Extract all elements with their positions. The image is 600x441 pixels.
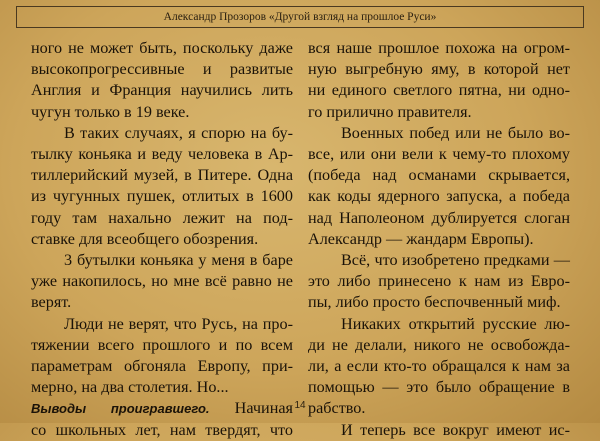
text-line: тяжении всего прошлого и по всем xyxy=(31,335,293,354)
text-line: Всё, что изобретено предками — xyxy=(341,251,570,270)
text-line: (победа над османами скрывается, xyxy=(308,166,570,185)
text-line: Люди не верят, что Русь, на про- xyxy=(64,314,293,333)
text-line: ную выгребную яму, в которой нет xyxy=(308,60,570,79)
text-line: из чугунных пушек, отлитых в 1600 xyxy=(31,187,293,206)
running-header xyxy=(16,6,584,28)
text-line: ли, а если кто-то обращался к нам за xyxy=(308,357,570,376)
text-line: со школьных лет, нам твердят, что xyxy=(31,420,293,439)
text-line: 3 бутылки коньяка у меня в баре xyxy=(64,251,293,270)
text-line: как коды ядерного запуска, а победа xyxy=(308,187,570,206)
running-header-title: Александр Прозоров «Другой взгляд на прошлое Руси» xyxy=(163,11,437,23)
page-number: 14 xyxy=(294,400,306,411)
text-line: пы, либо просто беспочвенный миф. xyxy=(308,293,561,312)
text-line: высокопрогрессивные и развитые xyxy=(31,60,293,79)
text-line: над Наполеоном дублируется слоган xyxy=(308,208,570,227)
left-column xyxy=(31,38,293,441)
text-line: го прилично правителя. xyxy=(308,102,472,121)
text-line: Никаких открытий русские лю- xyxy=(341,314,570,333)
text-line: вся наше прошлое похожа на огром- xyxy=(308,39,570,57)
text-line: ни единого светлого пятна, ни одно- xyxy=(308,81,570,100)
text-line: году там нахально лежит на под- xyxy=(31,208,293,227)
text-line: все, или они вели к чему-то плохому xyxy=(308,145,570,164)
text-line: чугун только в 19 веке. xyxy=(31,102,190,121)
text-line: помощью — это было обращение в xyxy=(308,378,570,397)
text-line: Александр — жандарм Европы). xyxy=(308,229,534,248)
text-line: ди не делали, никого не освобожда- xyxy=(308,335,570,354)
section-lead-title: Выводы проигравшего. xyxy=(31,401,210,417)
text-line: рабство. xyxy=(308,399,366,418)
section-lead-rest: Начиная xyxy=(209,399,294,418)
text-line: мерно, на два столетия. Но... xyxy=(31,378,229,397)
text-line: тиллерийский музей, в Питере. Одна xyxy=(31,166,293,185)
text-line: параметрам обгоняла Европу, при- xyxy=(31,357,293,376)
right-column xyxy=(308,38,570,441)
text-line: И теперь все вокруг имеют ис- xyxy=(341,420,570,439)
text-line: В таких случаях, я спорю на бу- xyxy=(64,123,293,142)
text-line: Англия и Франция научились лить xyxy=(31,81,293,100)
text-line: уже накопилось, но мне всё равно не xyxy=(31,272,293,291)
text-line: это либо принесено к нам из Евро- xyxy=(308,272,570,291)
text-line: верят. xyxy=(31,293,72,312)
text-line: ставке для всеобщего обозрения. xyxy=(31,229,259,248)
text-line: тылку коньяка и веду человека в Ар- xyxy=(31,145,293,164)
text-line: Военных побед или не было во- xyxy=(341,123,570,142)
text-line: ного не может быть, поскольку даже xyxy=(31,39,293,57)
